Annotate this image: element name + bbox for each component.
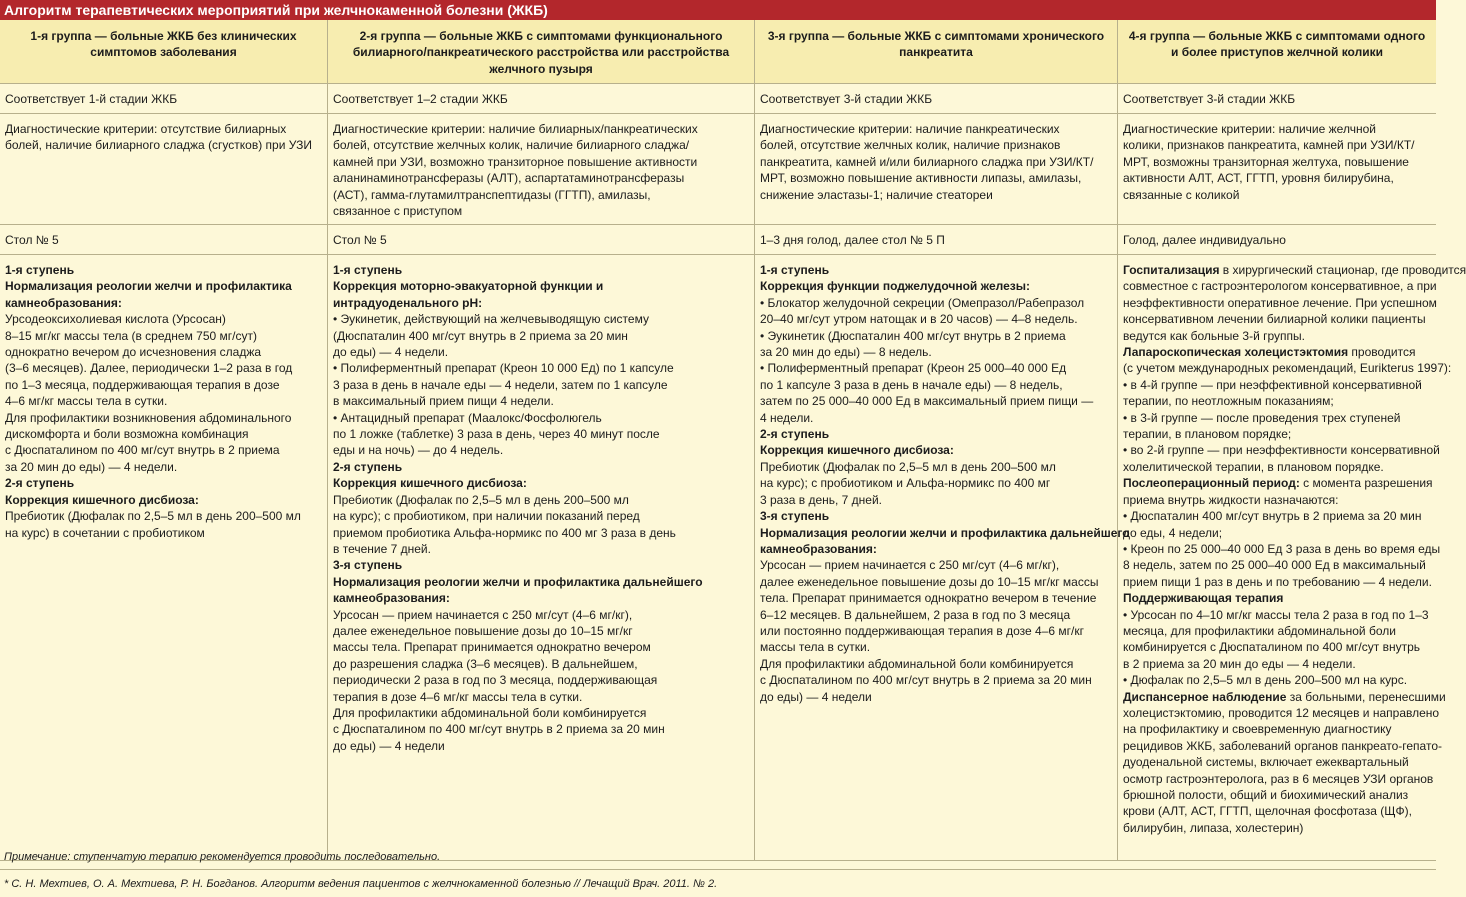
therapy-line: 2-я ступень (760, 427, 830, 442)
therapy-line: осмотр гастроэнтеролога, раз в 6 месяцев УЗИ органов (1123, 771, 1434, 786)
therapy-line: 6–12 месяцев. В дальнейшем, 2 раза в год по 3 месяца (760, 607, 1071, 622)
therapy-line: Госпитализация в хирургический стационар, где проводится (1123, 263, 1466, 277)
therapy-line: ведутся как больные 3-й группы. (1123, 328, 1305, 343)
diagnostics-line: связанное с приступом (333, 204, 463, 219)
therapy-line: за 20 мин до еды) — 4 недели. (5, 459, 178, 474)
therapy-line: прием пищи 1 раз в день и по требованию — 4 недели. (1123, 574, 1432, 589)
therapy-line: • во 2-й группе — при неэффективности консервативной (1123, 443, 1440, 458)
therapy-line: Для профилактики абдоминальной боли комбинируется (760, 656, 1074, 671)
therapy-line: 1-я ступень (5, 263, 75, 277)
therapy-line: билирубин, липаза, холестерин) (1123, 820, 1304, 835)
therapy-line: месяца, для профилактики абдоминальной боли (1123, 623, 1396, 638)
therapy-line: 2-я ступень (5, 476, 75, 491)
therapy-line: (с учетом международных рекомендаций, Eurikterus 1997): (1123, 361, 1452, 376)
therapy-line: • Дюспаталин 400 мг/сут внутрь в 2 приема за 20 мин (1123, 509, 1422, 524)
therapy-line: Коррекция кишечного дисбиоза: (5, 492, 199, 507)
therapy-line: 8–15 мг/кг массы тела (в среднем 750 мг/сут) (5, 328, 257, 343)
reference: * С. Н. Мехтиев, О. А. Мехтиева, Р. Н. Богданов. Алгоритм ведения пациентов с желчнокаменной болезнью // Лечащий Врач. 2011. № 2. (4, 878, 718, 890)
therapy-line: Урсосан — прием начинается с 250 мг/сут (4–6 мг/кг), (760, 558, 1060, 573)
therapy-line: затем по 25 000–40 000 Ед в максимальный прием пищи — (760, 394, 1094, 409)
therapy-line: по 1 ложке (таблетке) 3 раза в день, через 40 минут после (333, 427, 660, 442)
therapy-cell (0, 255, 328, 860)
therapy-line: • Дюфалак по 2,5–5 мл в день 200–500 мл на курс. (1123, 673, 1408, 688)
therapy-line: • в 4-й группе — при неэффективной консервативной (1123, 377, 1422, 392)
therapy-line: интрадуоденального pH: (333, 295, 483, 310)
therapy-line: массы тела в сутки. (760, 640, 871, 655)
diet-cell: Стол № 5 (328, 225, 755, 254)
diet-row (0, 225, 1436, 255)
therapy-line: • Урсосан по 4–10 мг/кг массы тела 2 раза в год по 1–3 (1123, 607, 1429, 622)
therapy-line: Пребиотик (Дюфалак по 2,5–5 мл в день 200–500 мл (333, 492, 629, 507)
therapy-line: массы тела. Препарат принимается однократно вечером (333, 640, 651, 655)
therapy-line: • в 3-й группе — после проведения трех ступеней (1123, 410, 1401, 425)
stage-cell: Соответствует 1-й стадии ЖКБ (0, 84, 328, 113)
therapy-line: Нормализация реологии желчи и профилактика дальнейшего (760, 525, 1130, 540)
therapy-cell (328, 255, 755, 860)
diagnostics-row (0, 114, 1436, 225)
therapy-cell (755, 255, 1130, 860)
therapy-line: или постоянно поддерживающая терапия в дозе 4–6 мг/кг (760, 623, 1084, 638)
therapy-line: камнеобразования: (760, 541, 877, 556)
therapy-line: 3 раза в день, 7 дней. (760, 492, 883, 507)
header-row (0, 20, 1436, 84)
stage-cell: Соответствует 3-й стадии ЖКБ (1123, 92, 1296, 106)
diagnostics-line: болей, отсутствие желчных колик, наличие билиарного сладжа/ (333, 138, 690, 153)
table-title: Алгоритм терапевтических мероприятий при желчнокаменной болезни (ЖКБ) (0, 0, 1436, 20)
therapy-line: • Полиферментный препарат (Креон 25 000–40 000 Ед (760, 361, 1067, 376)
therapy-line: до еды) — 4 недели (333, 738, 445, 753)
therapy-line: консервативном лечении билиарной колики пациенты (1123, 312, 1426, 327)
stage-row (0, 84, 1436, 114)
therapy-line: на курс) в сочетании с пробиотиком (5, 525, 205, 540)
therapy-line: тела. Препарат принимается однократно вечером в течение (760, 591, 1097, 606)
therapy-cell (1118, 255, 1466, 860)
diet-cell: Стол № 5 (0, 225, 328, 254)
diagnostics-line: Диагностические критерии: наличие желчной (1123, 122, 1376, 136)
diagnostics-line: (АСТ), гамма-глутамилтранспептидазы (ГГТП), амилазы, (333, 187, 651, 202)
therapy-line: неэффективности оперативное лечение. При успешном (1123, 295, 1437, 310)
group-4-header: 4-я группа — больные ЖКБ с симптомами одного и более приступов желчной колики (1128, 29, 1426, 60)
stage-cell: Соответствует 3-й стадии ЖКБ (755, 84, 1118, 113)
therapy-line: 3-я ступень (333, 558, 403, 573)
diagnostics-line: болей, отсутствие желчных колик, наличие признаков (760, 138, 1061, 153)
therapy-line: на курс); с пробиотиком, при наличии показаний перед (333, 509, 640, 524)
therapy-line: дуоденальной системы, включает ежеквартальный (1123, 755, 1409, 770)
therapy-line: Коррекция кишечного дисбиоза: (333, 476, 527, 491)
therapy-line: терапии, по неотложным показаниям; (1123, 394, 1334, 409)
therapy-line: 4 недели. (760, 410, 814, 425)
therapy-line: 20–40 мг/сут утром натощак и в 20 часов) — 4–8 недель. (760, 312, 1078, 327)
therapy-line: • Полиферментный препарат (Креон 10 000 Ед) по 1 капсуле (333, 361, 674, 376)
stage-cell: Соответствует 1–2 стадии ЖКБ (328, 84, 755, 113)
diagnostics-line: Диагностические критерии: отсутствие билиарных (5, 122, 287, 136)
diagnostics-line: МРТ, возможно повышение активности липазы, амилазы, (760, 171, 1082, 186)
therapy-line: Диспансерное наблюдение за больными, перенесшими (1123, 689, 1446, 704)
diagnostics-line: колики, признаков панкреатита, камней при УЗИ/КТ/ (1123, 138, 1415, 153)
therapy-line: до еды) — 4 недели. (333, 345, 449, 360)
therapy-line: 3 раза в день в начале еды — 4 недели, затем по 1 капсуле (333, 377, 668, 392)
therapy-line: рецидивов ЖКБ, заболеваний органов панкреато-гепато- (1123, 738, 1442, 753)
therapy-line: Коррекция моторно-эвакуаторной функции и (333, 279, 604, 294)
therapy-line: 1-я ступень (760, 263, 830, 277)
therapy-line: совместное с гастроэнтерологом консервативное, а при (1123, 279, 1437, 294)
therapy-line: за 20 мин до еды) — 8 недель. (760, 345, 932, 360)
diagnostics-cell (328, 114, 755, 224)
therapy-line: в течение 7 дней. (333, 541, 431, 556)
therapy-line: по 1 капсуле 3 раза в день в начале еды) — 8 недель, (760, 377, 1063, 392)
therapy-line: Пребиотик (Дюфалак по 2,5–5 мл в день 200–500 мл (5, 509, 301, 524)
therapy-line: крови (АЛТ, АСТ, ГГТП, щелочная фосфотаза (ЩФ), (1123, 804, 1412, 819)
therapy-line: холецистэктомию, проводится 12 месяцев и направлено (1123, 705, 1440, 720)
therapy-line: • Эукинетик (Дюспаталин 400 мг/сут внутрь в 2 приема (760, 328, 1066, 343)
therapy-line: 8 недель, затем по 25 000–40 000 Ед в максимальный (1123, 558, 1426, 573)
therapy-line: • Антацидный препарат (Маалокс/Фосфолюгель (333, 410, 602, 425)
therapy-row (0, 255, 1466, 861)
therapy-line: (Дюспаталин 400 мг/сут внутрь в 2 приема за 20 мин (333, 328, 628, 343)
therapy-line: 2-я ступень (333, 459, 403, 474)
diagnostics-cell (0, 114, 328, 224)
therapy-line: холелитической терапии, в плановом порядке. (1123, 459, 1384, 474)
therapy-line: Урсодеоксихолиевая кислота (Урсосан) (5, 312, 226, 327)
diagnostics-line: Диагностические критерии: наличие билиарных/панкреатических (333, 122, 698, 136)
therapy-line: Для профилактики абдоминальной боли комбинируется (333, 705, 647, 720)
diagnostics-line: Диагностические критерии: наличие панкреатических (760, 122, 1060, 136)
therapy-line: камнеобразования: (5, 295, 122, 310)
therapy-line: Пребиотик (Дюфалак по 2,5–5 мл в день 200–500 мл (760, 459, 1056, 474)
therapy-line: периодически 2 раза в год по 3 месяца, поддерживающая (333, 673, 658, 688)
therapy-line: Поддерживающая терапия (1123, 591, 1284, 606)
diagnostics-line: снижение эластазы-1; наличие стеатореи (760, 187, 993, 202)
therapy-line: • Креон по 25 000–40 000 Ед 3 раза в день во время еды (1123, 541, 1441, 556)
therapy-line: Нормализация реологии желчи и профилактика дальнейшего (333, 574, 703, 589)
therapy-line: до разрешения сладжа (3–6 месяцев). В дальнейшем, (333, 656, 638, 671)
therapy-line: дискомфорта и боли возможна комбинация (5, 427, 249, 442)
therapy-line: с Дюспаталином по 400 мг/сут внутрь в 2 приема (5, 443, 280, 458)
therapy-line: брюшной полости, общий и биохимический анализ (1123, 788, 1409, 802)
therapy-line: однократно вечером до исчезновения сладжа (5, 345, 262, 360)
therapy-line: • Эукинетик, действующий на желчевыводящую систему (333, 312, 649, 327)
diagnostics-line: связанные с коликой (1123, 187, 1240, 202)
diagnostics-line: МРТ, возможны транзиторная желтуха, повышение (1123, 154, 1409, 169)
diagnostics-line: активности АЛТ, АСТ, ГГТП, уровня билирубина, (1123, 171, 1394, 186)
therapy-line: по 1–3 месяца, поддерживающая терапия в дозе (5, 377, 280, 392)
diagnostics-cell (755, 114, 1118, 224)
diet-cell: Голод, далее индивидуально (1123, 233, 1286, 247)
therapy-line: на курс); с пробиотиком и Альфа-нормикс по 400 мг (760, 476, 1051, 491)
therapy-line: терапия в дозе 4–6 мг/кг массы тела в сутки. (333, 689, 583, 704)
therapy-line: еды и на ночь) — до 4 недель. (333, 443, 504, 458)
group-3-header: 3-я группа — больные ЖКБ с симптомами хронического панкреатита (755, 20, 1118, 83)
diet-cell: 1–3 дня голод, далее стол № 5 П (755, 225, 1118, 254)
therapy-line: приема внутрь жидкости назначаются: (1123, 492, 1339, 507)
therapy-line: Для профилактики возникновения абдоминального (5, 410, 292, 425)
therapy-line: с Дюспаталином по 400 мг/сут внутрь в 2 приема за 20 мин (760, 673, 1092, 688)
therapy-line: далее еженедельное повышение дозы до 10–15 мг/кг (333, 623, 633, 638)
diagnostics-line: болей, наличие билиарного сладжа (сгустков) при УЗИ (5, 138, 313, 153)
therapy-line: Нормализация реологии желчи и профилактика (5, 279, 292, 294)
therapy-line: с Дюспаталином по 400 мг/сут внутрь в 2 приема за 20 мин (333, 722, 665, 737)
therapy-line: до еды) — 4 недели (760, 689, 872, 704)
therapy-line: 3-я ступень (760, 509, 830, 524)
therapy-line: • Блокатор желудочной секреции (Омепразол/Рабепразол (760, 295, 1085, 310)
therapy-line: (3–6 месяцев). Далее, периодически 1–2 раза в год (5, 361, 293, 376)
therapy-line: Коррекция кишечного дисбиоза: (760, 443, 954, 458)
therapy-line: в 2 приема за 20 мин до еды — 4 недели. (1123, 656, 1356, 671)
diagnostics-line: панкреатита, камней и/или билиарного сладжа при УЗИ/КТ/ (760, 154, 1094, 169)
therapy-line: Лапароскопическая холецистэктомия проводится (1123, 345, 1416, 360)
note: Примечание: ступенчатую терапию рекомендуется проводить последовательно. (0, 846, 1436, 870)
group-2-header: 2-я группа — больные ЖКБ с симптомами функционального билиарного/панкреатического расстройства или расстройства желчного пузыря (328, 20, 755, 83)
group-1-header: 1-я группа — больные ЖКБ без клинических симптомов заболевания (0, 20, 328, 83)
therapy-line: приемом пробиотика Альфа-нормикс по 400 мг 3 раза в день (333, 525, 676, 540)
therapy-line: до еды, 4 недели; (1123, 525, 1223, 540)
diagnostics-cell (1118, 114, 1436, 224)
therapy-line: 1-я ступень (333, 263, 403, 277)
therapy-line: на профилактику и своевременную диагностику (1123, 722, 1392, 737)
therapy-line: Урсосан — прием начинается с 250 мг/сут (4–6 мг/кг), (333, 607, 633, 622)
therapy-line: камнеобразования: (333, 591, 450, 606)
therapy-line: Коррекция функции поджелудочной железы: (760, 279, 1030, 294)
diagnostics-line: камней при УЗИ, возможно транзиторное повышение активности (333, 154, 698, 169)
therapy-line: далее еженедельное повышение дозы до 10–15 мг/кг массы (760, 574, 1099, 589)
diagnostics-line: аланинаминотрансферазы (АЛТ), аспартатаминотрансферазы (333, 171, 685, 186)
therapy-line: терапии, в плановом порядке; (1123, 427, 1292, 442)
therapy-line: Послеоперационный период: с момента разрешения (1123, 476, 1433, 491)
therapy-line: 4–6 мг/кг массы тела в сутки. (5, 394, 168, 409)
therapy-line: в максимальный прием пищи 4 недели. (333, 394, 554, 409)
therapy-line: комбинируется с Дюспаталином по 400 мг/сут внутрь (1123, 640, 1421, 655)
